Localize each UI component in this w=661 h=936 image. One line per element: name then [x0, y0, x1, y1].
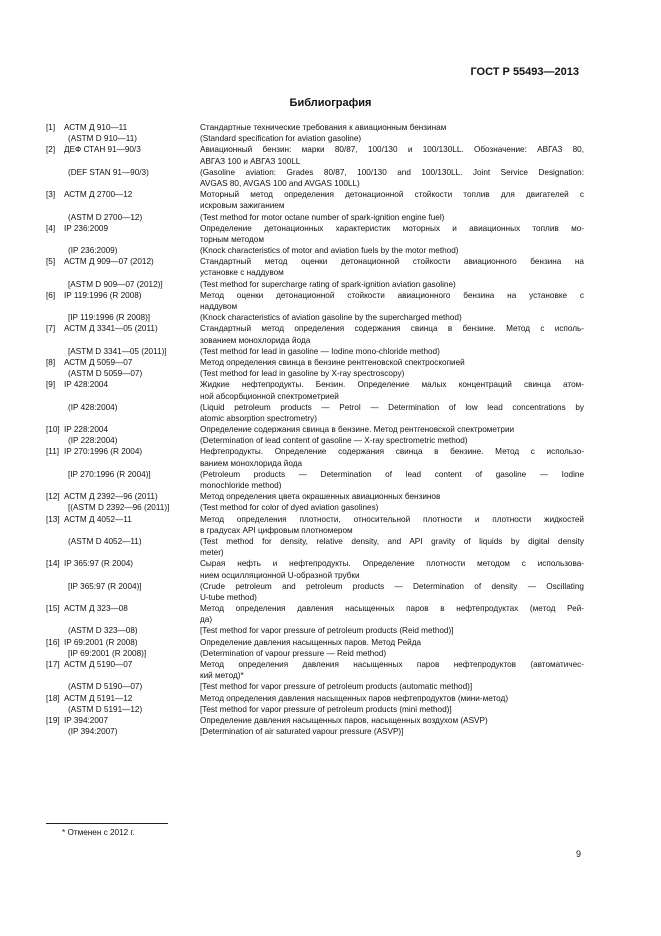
standard-title: ванием монохлорида йода: [200, 458, 303, 468]
entry-line: [46, 290, 584, 301]
bibliography-entry: [46, 715, 584, 737]
entry-line: [46, 178, 584, 189]
entry-line: [46, 670, 584, 681]
reference-number: [15]: [46, 604, 60, 614]
entry-line: [46, 715, 584, 726]
entry-line: [46, 435, 584, 446]
standard-title: (Petroleum products — Determination of lead content of gasoline — Iodine: [200, 469, 584, 479]
standard-title: [Determination of air saturated vapour pressure (ASVP)]: [200, 727, 404, 737]
standard-code: IP 228:2004: [64, 425, 109, 435]
standard-code: (ASTM D 5059—07): [68, 369, 143, 379]
standard-title: Метод определения плотности, относительной плотности и плотности жидкостей: [200, 514, 584, 524]
standard-title: искровым зажиганием: [200, 201, 285, 211]
reference-number: [5]: [46, 257, 56, 267]
entry-line: [46, 379, 584, 390]
page-number: 9: [575, 849, 581, 859]
standard-title: Стандартный метод определения содержания свинца в бензине. Метод с исполь-: [200, 324, 584, 334]
standard-title: зованием монохлорида йода: [200, 335, 311, 345]
standard-title: Определение содержания свинца в бензине. Метод рентгеновской спектрометрии: [200, 425, 515, 435]
standard-code: IP 270:1996 (R 2004): [64, 447, 143, 457]
reference-number: [6]: [46, 290, 56, 300]
entry-line: [46, 402, 584, 413]
standard-code: (IP 228:2004): [68, 436, 118, 446]
reference-number: [2]: [46, 145, 56, 155]
entry-line: [46, 346, 584, 357]
entry-line: [46, 704, 584, 715]
standard-title: кий метод)*: [200, 671, 244, 681]
bibliography-entry: [46, 144, 584, 189]
reference-number: [9]: [46, 380, 56, 390]
standard-title: (Test method for density, relative density, and API gravity of liquids by digital density: [200, 536, 584, 546]
reference-number: [4]: [46, 223, 56, 233]
standard-code: (IP 236:2009): [68, 246, 118, 256]
reference-number: [19]: [46, 715, 60, 725]
entry-line: [46, 368, 584, 379]
entry-line: [46, 413, 584, 424]
bibliography-entry: [46, 693, 584, 715]
standard-title: Метод определения давления насыщенных паров нефтепродуктов (автоматичес-: [200, 660, 584, 669]
entry-line: [46, 156, 584, 167]
entry-line: [46, 391, 584, 402]
standard-title: meter): [200, 548, 224, 558]
standard-title: monochloride method): [200, 481, 282, 490]
entry-line: [46, 446, 584, 457]
entry-line: [46, 637, 584, 648]
entry-line: [46, 458, 584, 469]
entry-line: [46, 256, 584, 267]
standard-title: Авиационный бензин: марки 80/87, 100/130 и 100/130LL. Обозначение: АВГАЗ 80,: [200, 145, 584, 155]
standard-title: (Crude petroleum and petroleum products — Determination of density — Oscillating: [200, 581, 584, 591]
standard-title: Стандартный метод оценки детонационной стойкости авиационного бензина на: [200, 257, 584, 267]
bibliography-entry: [46, 223, 584, 257]
standard-title: Определение детонационных характеристик моторных и авиационных топлив мо-: [200, 223, 584, 233]
entry-line: [46, 223, 584, 234]
reference-number: [14]: [46, 559, 60, 569]
entry-line: [46, 323, 584, 334]
standard-title: [Test method for vapor pressure of petroleum products (mini method)]: [200, 704, 452, 714]
reference-number: [18]: [46, 693, 60, 703]
reference-number: [3]: [46, 190, 56, 200]
reference-number: [16]: [46, 637, 60, 647]
document-header: ГОСТ Р 55493—2013: [470, 66, 579, 78]
bibliography-list: [46, 122, 584, 737]
bibliography-entry: [46, 323, 584, 357]
standard-code: АСТМ Д 910—11: [64, 123, 128, 132]
entry-line: [46, 312, 584, 323]
entry-line: [46, 648, 584, 659]
standard-code: IP 365:97 (R 2004): [64, 559, 134, 569]
standard-code: АСТМ Д 2700—12: [64, 190, 133, 200]
standard-title: (Knock characteristics of aviation gasoline by the supercharged method): [200, 313, 462, 323]
standard-title: Метод определения цвета окрашенных авиационных бензинов: [200, 492, 441, 502]
standard-code: [(ASTM D 2392—96 (2011)]: [68, 503, 170, 513]
entry-line: [46, 424, 584, 435]
standard-title: Метод определения давления насыщенных паров нефтепродуктов (мини-метод): [200, 693, 509, 703]
entry-line: [46, 133, 584, 144]
bibliography-entry: [46, 357, 584, 379]
entry-line: [46, 200, 584, 211]
standard-title: наддувом: [200, 302, 238, 311]
standard-title: (Liquid petroleum products — Petrol — Determination of low lead concentrations by: [200, 402, 584, 412]
entry-line: [46, 514, 584, 525]
footnote-divider: [46, 823, 168, 824]
entry-line: [46, 693, 584, 704]
standard-title: АВГАЗ 100 и АВГАЗ 100LL: [200, 156, 301, 166]
bibliography-entry: [46, 189, 584, 223]
entry-line: [46, 681, 584, 692]
entry-line: [46, 335, 584, 346]
standard-title: (Test method for motor octane number of spark-ignition engine fuel): [200, 212, 445, 222]
standard-code: АСТМ Д 4052—11: [64, 514, 132, 524]
entry-line: [46, 245, 584, 256]
standard-code: (IP 428:2004): [68, 402, 118, 412]
reference-number: [13]: [46, 514, 60, 524]
entry-line: [46, 144, 584, 155]
bibliography-entry: [46, 514, 584, 559]
standard-code: АСТМ Д 2392—96 (2011): [64, 492, 158, 502]
standard-title: Жидкие нефтепродукты. Бензин. Определение малых концентраций свинца атом-: [200, 380, 584, 390]
standard-title: Нефтепродукты. Определение содержания свинца в бензине. Метод с использо-: [200, 447, 584, 457]
standard-code: ДЕФ СТАН 91—90/3: [64, 145, 141, 155]
bibliography-entry: [46, 558, 584, 603]
standard-code: АСТМ Д 323—08: [64, 604, 128, 614]
entry-line: [46, 603, 584, 614]
standard-code: IP 428:2004: [64, 380, 109, 390]
standard-title: (Test method for supercharge rating of spark-ignition aviation gasoline): [200, 279, 456, 289]
standard-title: ной абсорбционной спектрометрией: [200, 391, 339, 401]
standard-title: [Test method for vapor pressure of petroleum products (automatic method)]: [200, 682, 473, 692]
standard-title: Моторный метод определения детонационной стойкости топлив для двигателей с: [200, 190, 584, 200]
bibliography-entry: [46, 637, 584, 659]
reference-number: [12]: [46, 492, 60, 502]
standard-title: atomic absorption spectrometry): [200, 413, 317, 423]
entry-line: [46, 469, 584, 480]
bibliography-entry: [46, 603, 584, 637]
standard-code: (ASTM D 4052—11): [68, 536, 142, 546]
entry-line: [46, 189, 584, 200]
standard-title: (Test method for lead in gasoline by X-ray spectroscopy): [200, 369, 405, 379]
standard-title: (Knock characteristics of motor and aviation fuels by the motor method): [200, 246, 459, 256]
reference-number: [17]: [46, 660, 60, 669]
standard-code: (ASTM D 5190—07): [68, 682, 143, 692]
entry-line: [46, 491, 584, 502]
standard-code: IP 119:1996 (R 2008): [64, 290, 142, 300]
entry-line: [46, 625, 584, 636]
standard-code: [IP 119:1996 (R 2008)]: [68, 313, 151, 323]
entry-line: [46, 558, 584, 569]
standard-title: установке с наддувом: [200, 268, 284, 278]
standard-title: торным методом: [200, 234, 264, 244]
standard-code: IP 236:2009: [64, 223, 109, 233]
entry-line: [46, 592, 584, 603]
bibliography-entry: [46, 446, 584, 491]
standard-title: в градусах API цифровым плотномером: [200, 525, 353, 535]
entry-line: [46, 480, 584, 491]
standard-title: Определение давления насыщенных паров, насыщенных воздухом (ASVP): [200, 715, 488, 725]
standard-title: (Determination of vapour pressure — Reid method): [200, 648, 387, 658]
standard-code: АСТМ Д 909—07 (2012): [64, 257, 154, 267]
bibliography-entry: [46, 379, 584, 424]
standard-code: [IP 365:97 (R 2004)]: [68, 581, 142, 591]
standard-title: [Test method for vapor pressure of petroleum products (Reid method)]: [200, 626, 454, 636]
entry-line: [46, 267, 584, 278]
standard-code: [ASTM D 909—07 (2012)]: [68, 279, 163, 289]
standard-title: Метод определения свинца в бензине рентгеновской спектроскопией: [200, 357, 465, 367]
standard-code: [ASTM D 3341—05 (2011)]: [68, 346, 167, 356]
standard-code: (ASTM D 2700—12): [68, 212, 143, 222]
entry-line: [46, 536, 584, 547]
standard-title: Метод определения давления насыщенных паров в нефтепродуктах (метод Рей-: [200, 604, 584, 614]
standard-code: АСТМ Д 5191—12: [64, 693, 133, 703]
standard-title: (Determination of lead content of gasoline — X-ray spectrometric method): [200, 436, 468, 446]
standard-title: Стандартные технические требования к авиационным бензинам: [200, 123, 447, 132]
standard-code: (DEF STAN 91—90/3): [68, 167, 149, 177]
entry-line: [46, 525, 584, 536]
standard-code: (ASTM D 910—11): [68, 134, 138, 144]
entry-line: [46, 581, 584, 592]
standard-title: (Standard specification for aviation gasoline): [200, 134, 362, 144]
standard-title: (Test method for color of dyed aviation gasolines): [200, 503, 379, 513]
bibliography-entry: [46, 122, 584, 144]
entry-line: [46, 212, 584, 223]
footnote: * Отменен с 2012 г.: [62, 828, 135, 837]
entry-line: [46, 659, 584, 670]
bibliography-entry: [46, 424, 584, 446]
bibliography-entry: [46, 290, 584, 324]
standard-title: Метод оценки детонационной стойкости авиационного бензина на установке с: [200, 290, 584, 300]
entry-line: [46, 726, 584, 737]
standard-title: Сырая нефть и нефтепродукты. Определение плотности методом с использова-: [200, 559, 584, 569]
standard-title: U-tube method): [200, 592, 257, 602]
bibliography-entry: [46, 659, 584, 693]
entry-line: [46, 279, 584, 290]
entry-line: [46, 167, 584, 178]
reference-number: [10]: [46, 425, 60, 435]
entry-line: [46, 122, 584, 133]
standard-title: (Gasoline aviation: Grades 80/87, 100/130 and 100/130LL. Joint Service Designation:: [200, 167, 584, 177]
entry-line: [46, 614, 584, 625]
standard-code: IP 69:2001 (R 2008): [64, 637, 138, 647]
reference-number: [11]: [46, 447, 60, 457]
standard-title: Определение давления насыщенных паров. Метод Рейда: [200, 637, 422, 647]
entry-line: [46, 547, 584, 558]
reference-number: [1]: [46, 123, 56, 132]
entry-line: [46, 502, 584, 513]
reference-number: [7]: [46, 324, 56, 334]
entry-line: [46, 301, 584, 312]
standard-code: (IP 394:2007): [68, 727, 118, 737]
reference-number: [8]: [46, 357, 56, 367]
standard-code: [IP 69:2001 (R 2008)]: [68, 648, 147, 658]
standard-code: АСТМ Д 3341—05 (2011): [64, 324, 158, 334]
bibliography-entry: [46, 256, 584, 290]
standard-code: АСТМ Д 5059—07: [64, 357, 133, 367]
standard-title: да): [200, 615, 213, 625]
entry-line: [46, 234, 584, 245]
entry-line: [46, 357, 584, 368]
standard-title: нием осцилляционной U-образной трубки: [200, 570, 360, 580]
page-title: Библиография: [289, 97, 372, 109]
standard-code: IP 394:2007: [64, 715, 109, 725]
standard-code: (ASTM D 323—08): [68, 626, 138, 636]
standard-title: (Test method for lead in gasoline — Iodine mono-chloride method): [200, 346, 440, 356]
entry-line: [46, 570, 584, 581]
bibliography-entry: [46, 491, 584, 513]
standard-title: AVGAS 80, AVGAS 100 and AVGAS 100LL): [200, 178, 360, 188]
standard-code: (ASTM D 5191—12): [68, 704, 143, 714]
standard-code: [IP 270:1996 (R 2004)]: [68, 469, 151, 479]
standard-code: АСТМ Д 5190—07: [64, 660, 133, 669]
